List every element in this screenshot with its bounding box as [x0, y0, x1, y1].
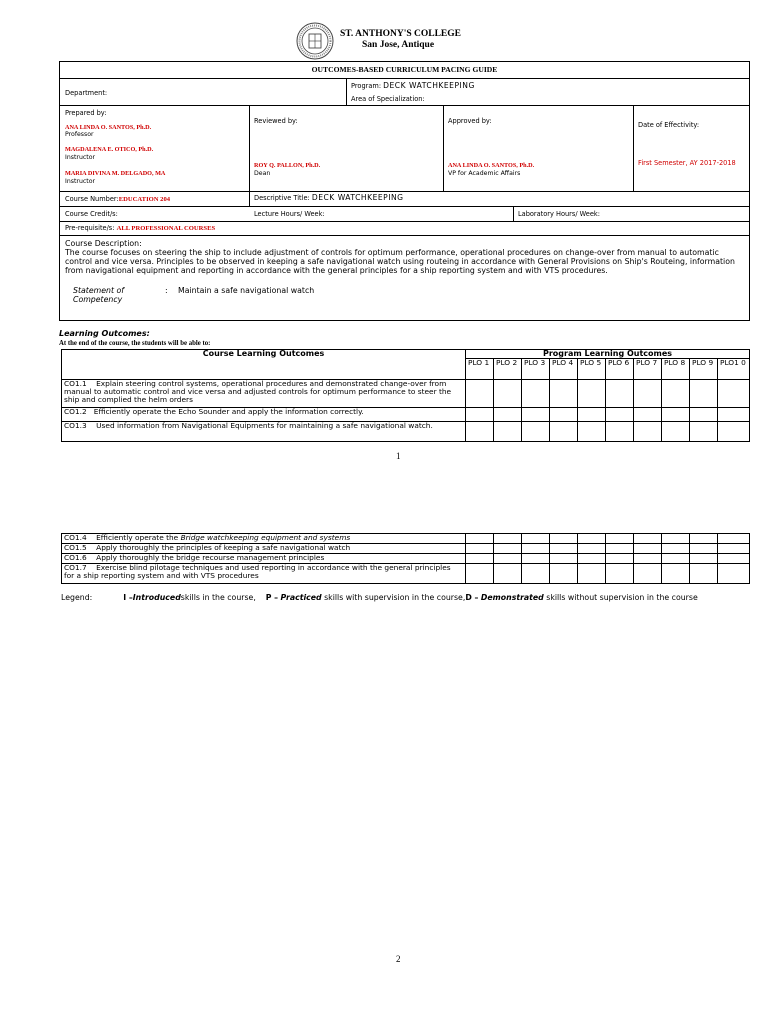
outcome-text: Apply thoroughly the bridge recourse management principles [96, 553, 325, 562]
learning-outcomes-table-p2 [61, 533, 750, 584]
prerequisite-field [65, 224, 215, 233]
preparer-1-name: ANA LINDA O. SANTOS, Ph.D. [65, 124, 152, 131]
outcome-code: CO1.5 [64, 543, 87, 552]
outcome-text: Apply thoroughly the principles of keeping a safe navigational watch [96, 543, 351, 552]
learning-outcomes-intro: At the end of the course, the students will be able to: [59, 340, 211, 347]
preparer-3-name: MARIA DIVINA M. DELGADO, MA [65, 170, 166, 177]
prepared-label: Prepared by: [65, 109, 107, 117]
lecture-hours-label: Lecture Hours/ Week: [254, 210, 325, 218]
descriptive-title-value: DECK WATCHKEEPING [311, 193, 404, 202]
outcome-text-italic: Bridge watchkeeping equipment and systems [180, 533, 351, 542]
course-number-label: Course Number: [65, 195, 119, 203]
effectivity-value: First Semester, AY 2017-2018 [638, 159, 736, 167]
descriptive-title-field [254, 194, 404, 202]
table-row [62, 380, 750, 408]
plo-col-3: PLO 3 [522, 359, 550, 380]
competency-value: Maintain a safe navigational watch [178, 286, 315, 295]
preparer-3-role: Instructor [65, 178, 96, 185]
plo-col-4: PLO 4 [550, 359, 578, 380]
lab-hours-label: Laboratory Hours/ Week: [518, 210, 600, 218]
clo-header: Course Learning Outcomes [62, 350, 466, 380]
program-label: Program: [351, 82, 382, 90]
outcome-code: CO1.1 [64, 379, 87, 388]
plo-header: Program Learning Outcomes [466, 350, 750, 359]
plo-col-6: PLO 6 [606, 359, 634, 380]
college-name: ST. ANTHONY'S COLLEGE [340, 29, 461, 39]
legend-i-term: Introduced [132, 593, 181, 602]
learning-outcomes-heading: Learning Outcomes: [59, 329, 150, 338]
outcome-code: CO1.4 [64, 533, 87, 542]
plo-col-9: PLO 9 [690, 359, 718, 380]
department-label: Department: [65, 89, 108, 97]
plo-col-5: PLO 5 [578, 359, 606, 380]
course-description-text: The course focuses on steering the ship to include adjustment of controls for optimum performance, operational procedures on change-over from manual to automatic control and vice versa. Principles to be observed in keeping a safe navigational watch using routeing in accordance with General Provisions on Ship's Routeing, information from navigational equipment and reporting in accordance with the general principles for a ship reporting system and with VTS procedures. [65, 248, 735, 276]
legend-i-key: I – [123, 593, 133, 602]
form-title: OUTCOMES-BASED CURRICULUM PACING GUIDE [311, 65, 498, 74]
course-number-field [65, 195, 170, 204]
plo-col-7: PLO 7 [634, 359, 662, 380]
outcome-text: Exercise blind pilotage techniques and used reporting in accordance with the general principles for a ship reporting system and with VTS procedures [64, 563, 451, 580]
program-field [351, 82, 475, 90]
legend-p-desc: skills with supervision in the course, [324, 593, 466, 602]
legend-i-desc: skills in the course, [180, 593, 256, 602]
legend-d-key: D – [465, 593, 479, 602]
program-value: DECK WATCHKEEPING [383, 81, 475, 90]
outcome-text: Explain steering control systems, operational procedures and demonstrated change-over from manual to automatic control and vice versa and adjusted controls for optimum performance to steer the ship and complied the helm orders [64, 379, 452, 404]
legend-label: Legend: [61, 593, 93, 602]
competency-label: Statement of Competency [73, 286, 125, 305]
outcome-text: Efficiently operate the Echo Sounder and apply the information correctly. [93, 407, 364, 416]
approver-role: VP for Academic Affairs [448, 170, 521, 177]
plo-col-10: PLO1 0 [718, 359, 750, 380]
competency-separator: : [165, 286, 168, 295]
specialization-label: Area of Specialization: [351, 95, 425, 103]
college-seal [296, 22, 334, 60]
legend [61, 593, 698, 602]
outcome-code: CO1.7 [64, 563, 87, 572]
course-description-label: Course Description: [65, 239, 142, 248]
outcome-text: Used information from Navigational Equipments for maintaining a safe navigational watch. [96, 421, 433, 430]
reviewer-role: Dean [254, 170, 271, 177]
page-number-1: 1 [396, 451, 401, 461]
outcome-code: CO1.6 [64, 553, 87, 562]
approver-name: ANA LINDA O. SANTOS, Ph.D. [448, 162, 535, 169]
outcome-cell [62, 534, 466, 544]
prerequisite-value: ALL PROFESSIONAL COURSES [116, 225, 216, 232]
legend-p-term: Practiced [280, 593, 322, 602]
table-row [62, 544, 750, 554]
legend-p-key: P – [265, 593, 279, 602]
preparer-1-role: Professor [65, 131, 94, 138]
plo-col-1: PLO 1 [466, 359, 494, 380]
outcome-cell [62, 408, 466, 422]
legend-d-desc: skills without supervision in the course [546, 593, 698, 602]
effectivity-label: Date of Effectivity: [638, 121, 700, 129]
learning-outcomes-table-p1 [61, 349, 750, 442]
table-row [62, 408, 750, 422]
outcome-cell [62, 422, 466, 442]
table-row [62, 422, 750, 442]
plo-col-8: PLO 8 [662, 359, 690, 380]
outcome-text: Efficiently operate the [96, 533, 181, 542]
reviewer-name: ROY Q. PALLON, Ph.D. [254, 162, 321, 169]
table-row [62, 554, 750, 564]
credits-label: Course Credit/s: [65, 210, 118, 218]
college-location: San Jose, Antique [362, 40, 435, 50]
outcome-cell [62, 564, 466, 584]
outcome-cell [62, 544, 466, 554]
table-row [62, 564, 750, 584]
table-row [62, 534, 750, 544]
outcome-code: CO1.2 [64, 407, 87, 416]
outcome-cell [62, 380, 466, 408]
page-number-2: 2 [396, 954, 401, 964]
outcome-code: CO1.3 [64, 421, 87, 430]
course-number-value: EDUCATION 204 [118, 196, 171, 203]
descriptive-title-label: Descriptive Title: [254, 194, 310, 202]
reviewed-label: Reviewed by: [254, 117, 298, 125]
prerequisite-label: Pre-requisite/s: [65, 224, 115, 232]
outcome-cell [62, 554, 466, 564]
legend-d-term: Demonstrated [480, 593, 544, 602]
preparer-2-role: Instructor [65, 154, 96, 161]
preparer-2-name: MAGDALENA E. OTICO, Ph.D. [65, 146, 154, 153]
approved-label: Approved by: [448, 117, 492, 125]
plo-col-2: PLO 2 [494, 359, 522, 380]
